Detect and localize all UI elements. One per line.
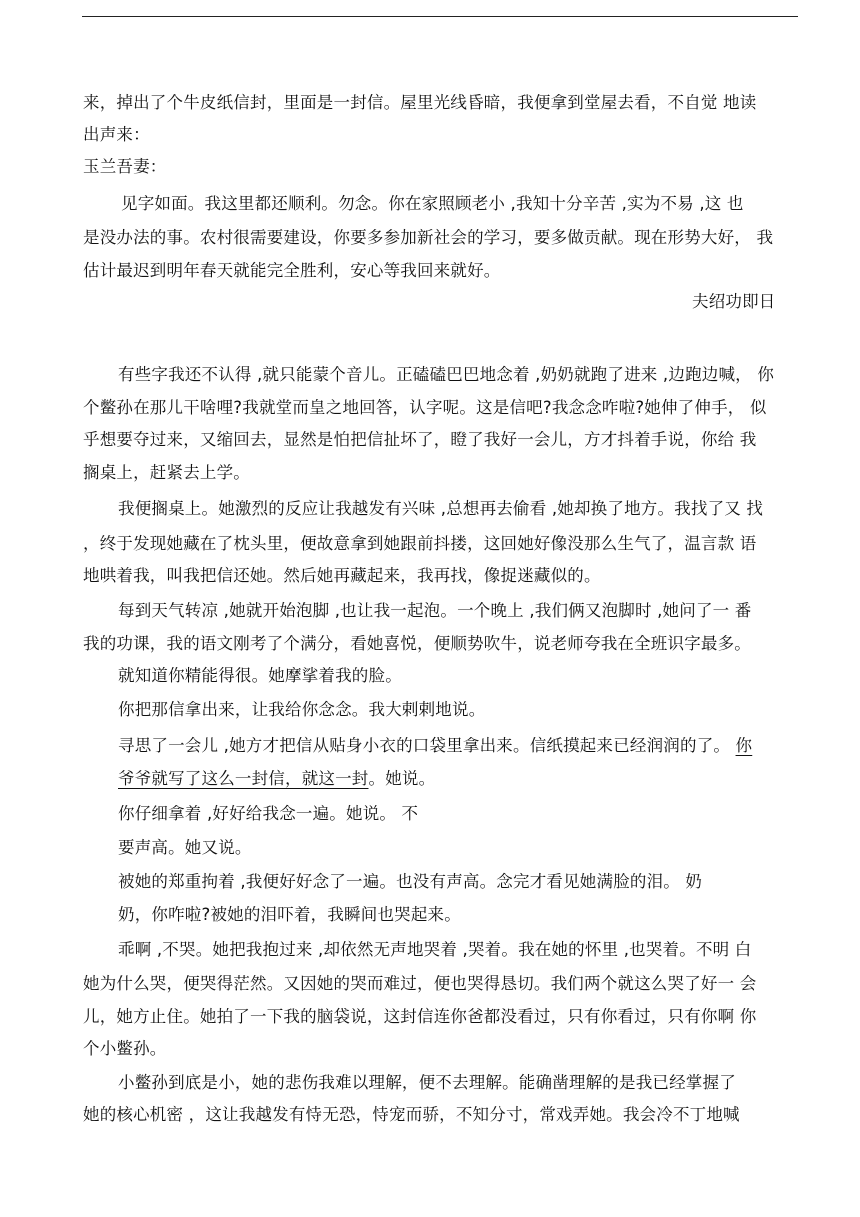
text-line: 你仔细拿着 ,好好给我念一遍。她说。 不 <box>118 804 419 823</box>
text-line: 她的核心机密 ，这让我越发有恃无恐，恃宠而骄，不知分寸，常戏弄她。我会冷不丁地喊 <box>83 1105 740 1124</box>
text-line: ，终于发现她藏在了枕头里，便故意拿到她跟前抖搂，这回她好像没那么生气了，温言款 语 <box>83 534 757 553</box>
text-line: 儿，她方止住。她拍了一下我的脑袋说，这封信连你爸都没看过，只有你看过，只有你啊 你 <box>83 1007 757 1026</box>
text-line: 我便搁桌上。她激烈的反应让我越发有兴味 ,总想再去偷看 ,她却换了地方。我找了又 找 <box>118 499 764 518</box>
text-line: 地哄着我，叫我把信还她。然后她再藏起来，我再找，像捉迷藏似的。 <box>83 566 601 585</box>
text-line <box>118 735 752 757</box>
text-segment: 寻思了一会儿 ,她方才把信从贴身小衣的口袋里拿出来。信纸摸起来已经润润的了。 <box>118 736 736 755</box>
text-line: 要声高。她又说。 <box>118 838 252 857</box>
text-line: 乖啊 ,不哭。她把我抱过来 ,却依然无声地哭着 ,哭着。我在她的怀里 ,也哭着。不明 白 <box>118 940 752 959</box>
text-segment: 。她说。 <box>368 769 436 788</box>
text-line: 小鳖孙到底是小，她的悲伤我难以理解，便不去理解。能确凿理解的是我已经掌握了 <box>118 1073 736 1092</box>
text-line: 搁桌上，赶紧去上学。 <box>83 463 250 482</box>
text-line: 乎想要夺过来，又缩回去，显然是怕把信扯坏了，瞪了我好一会儿，方才抖着手说，你给 我 <box>83 430 757 449</box>
text-line: 个鳖孙在那儿干啥哩?我就堂而皇之地回答，认字呢。这是信吧?我念念咋啦?她伸了伸手， 似 <box>83 398 767 417</box>
text-line: 玉兰吾妻： <box>83 157 167 176</box>
text-line: 估计最迟到明年春天就能完全胜利，安心等我回来就好。 <box>83 261 501 280</box>
text-line: 她为什么哭，便哭得茫然。又因她的哭而难过，便也哭得恳切。我们两个就这么哭了好一 会 <box>83 974 757 993</box>
text-line: 来，掉出了个牛皮纸信封，里面是一封信。屋里光线昏暗，我便拿到堂屋去看，不自觉 地读 <box>83 93 757 112</box>
underlined-text: 你 <box>735 736 753 755</box>
header-rule <box>82 16 798 17</box>
text-line: 我的功课，我的语文刚考了个满分，看她喜悦，便顺势吹牛，说老师夸我在全班识字最多。 <box>83 634 751 653</box>
text-line: 个小鳖孙。 <box>83 1039 167 1058</box>
text-line: 有些字我还不认得 ,就只能蒙个音儿。正磕磕巴巴地念着 ,奶奶就跑了进来 ,边跑边喊， 你 <box>118 365 775 384</box>
text-line: 你把那信拿出来，让我给你念念。我大剌剌地说。 <box>118 700 486 719</box>
text-line: 是没办法的事。农村很需要建设，你要多参加新社会的学习，要多做贡献。现在形势大好， 我 <box>83 228 774 247</box>
text-line <box>118 768 435 790</box>
text-line: 被她的郑重拘着 ,我便好好念了一遍。也没有声高。念完才看见她满脸的泪。 奶 <box>118 872 703 891</box>
underlined-text: 爷爷就写了这么一封信，就这一封 <box>118 769 369 788</box>
text-line: 就知道你精能得很。她摩挲着我的脸。 <box>118 666 402 685</box>
signature-line: 夫绍功即日 <box>692 292 776 311</box>
text-line: 每到天气转凉 ,她就开始泡脚 ,也让我一起泡。一个晚上 ,我们俩又泡脚时 ,她问了一 番 <box>118 601 752 620</box>
text-line: 见字如面。我这里都还顺利。勿念。你在家照顾老小 ,我知十分辛苦 ,实为不易 ,这 也 <box>121 194 744 213</box>
text-line: 出声来： <box>83 125 150 144</box>
text-line: 奶，你咋啦?被她的泪吓着，我瞬间也哭起来。 <box>118 905 461 924</box>
